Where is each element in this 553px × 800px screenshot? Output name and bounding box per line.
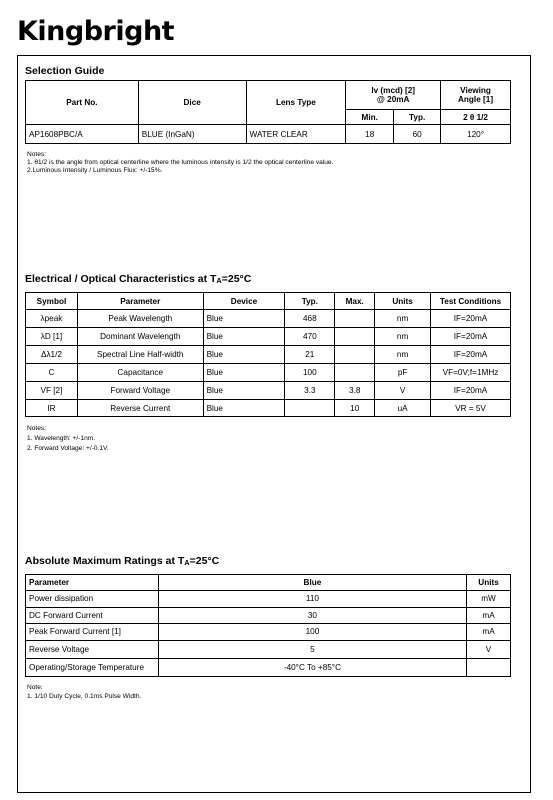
cell-units: V bbox=[467, 640, 511, 658]
selection-notes bbox=[27, 151, 333, 176]
electrical-notes bbox=[27, 424, 109, 454]
header-viewing-line2: Angle [1] bbox=[458, 95, 494, 104]
cell-blue: -40°C To +85°C bbox=[158, 658, 466, 676]
electrical-title bbox=[25, 273, 251, 285]
cell-typ: 470 bbox=[285, 328, 335, 346]
absolute-title-sub: A bbox=[184, 558, 190, 567]
electrical-title-sub: A bbox=[216, 276, 222, 285]
header-units: Units bbox=[375, 293, 431, 310]
header-units: Units bbox=[467, 575, 511, 591]
table-row bbox=[26, 591, 511, 608]
cell-parameter: Capacitance bbox=[77, 364, 203, 382]
cell-units: mA bbox=[467, 624, 511, 641]
absolute-title-prefix: Absolute Maximum Ratings at T bbox=[25, 555, 185, 567]
note-line: Notes: bbox=[27, 151, 47, 158]
cell-test-conditions: VF=0V;f=1MHz bbox=[431, 364, 511, 382]
header-symbol: Symbol bbox=[26, 293, 78, 310]
cell-typ: 468 bbox=[285, 310, 335, 328]
cell-symbol: C bbox=[26, 364, 78, 382]
cell-max bbox=[335, 346, 375, 364]
table-row bbox=[26, 364, 511, 382]
header-blue: Blue bbox=[158, 575, 466, 591]
header-max: Max. bbox=[335, 293, 375, 310]
cell-parameter: Power dissipation bbox=[26, 591, 159, 608]
cell-parameter: Reverse Current bbox=[77, 400, 203, 417]
cell-max: 3.8 bbox=[335, 382, 375, 400]
header-iv-line1: Iv (mcd) [2] bbox=[371, 86, 416, 95]
cell-symbol: λpeak bbox=[26, 310, 78, 328]
table-row bbox=[26, 125, 511, 144]
cell-test-conditions: IF=20mA bbox=[431, 346, 511, 364]
note-line: 2.Luminous Intensity / Luminous Flux: +/-15%. bbox=[27, 167, 163, 175]
selection-guide-table bbox=[25, 80, 511, 144]
cell-units: nm bbox=[375, 310, 431, 328]
cell-symbol: λD [1] bbox=[26, 328, 78, 346]
cell-min: 18 bbox=[346, 125, 394, 144]
note-line: Note: bbox=[27, 684, 43, 691]
header-iv-line2: @ 20mA bbox=[376, 95, 410, 104]
cell-symbol: Δλ1/2 bbox=[26, 346, 78, 364]
absolute-title-suffix: =25°C bbox=[189, 555, 220, 567]
cell-typ: 21 bbox=[285, 346, 335, 364]
cell-max bbox=[335, 364, 375, 382]
cell-part-no: AP1608PBC/A bbox=[26, 125, 139, 144]
selection-guide-title: Selection Guide bbox=[25, 65, 105, 77]
cell-dice: BLUE (InGaN) bbox=[138, 125, 246, 144]
cell-units: V bbox=[375, 382, 431, 400]
cell-device: Blue bbox=[203, 328, 285, 346]
table-row bbox=[26, 607, 511, 624]
cell-angle: 120° bbox=[441, 125, 511, 144]
cell-units: mA bbox=[467, 607, 511, 624]
absolute-ratings-table bbox=[25, 574, 511, 677]
cell-blue: 100 bbox=[158, 624, 466, 641]
cell-test-conditions: IF=20mA bbox=[431, 382, 511, 400]
cell-device: Blue bbox=[203, 346, 285, 364]
table-row bbox=[26, 346, 511, 364]
header-dice: Dice bbox=[138, 81, 246, 125]
cell-typ bbox=[285, 400, 335, 417]
cell-typ: 60 bbox=[394, 125, 441, 144]
header-test-conditions: Test Conditions bbox=[431, 293, 511, 310]
table-row bbox=[26, 400, 511, 417]
note-line: 2. Forward Voltage: +/-0.1V. bbox=[27, 445, 109, 452]
table-row bbox=[26, 624, 511, 641]
header-viewing-angle bbox=[441, 81, 511, 110]
cell-max: 10 bbox=[335, 400, 375, 417]
table-row bbox=[26, 658, 511, 676]
cell-symbol: IR bbox=[26, 400, 78, 417]
electrical-table bbox=[25, 292, 511, 417]
cell-symbol: VF [2] bbox=[26, 382, 78, 400]
header-angle: 2 θ 1/2 bbox=[441, 110, 511, 125]
electrical-title-prefix: Electrical / Optical Characteristics at T bbox=[25, 273, 217, 285]
cell-units: mW bbox=[467, 591, 511, 608]
electrical-title-suffix: =25°C bbox=[221, 273, 252, 285]
cell-parameter: Peak Wavelength bbox=[77, 310, 203, 328]
header-lens-type: Lens Type bbox=[246, 81, 346, 125]
cell-test-conditions: IF=20mA bbox=[431, 310, 511, 328]
cell-max bbox=[335, 310, 375, 328]
note-line: 1. θ1/2 is the angle from optical centerline where the luminous intensity is 1/2 the optical centerline value. bbox=[27, 159, 334, 167]
cell-test-conditions: IF=20mA bbox=[431, 328, 511, 346]
header-viewing-line1: Viewing bbox=[460, 86, 491, 95]
absolute-ratings-title bbox=[25, 555, 219, 567]
header-iv bbox=[346, 81, 441, 110]
cell-blue: 30 bbox=[158, 607, 466, 624]
cell-parameter: Spectral Line Half-width bbox=[77, 346, 203, 364]
absolute-notes bbox=[27, 683, 141, 701]
cell-parameter: Peak Forward Current [1] bbox=[26, 624, 159, 641]
cell-test-conditions: VR = 5V bbox=[431, 400, 511, 417]
note-line: 1. Wavelength: +/-1nm. bbox=[27, 435, 96, 442]
cell-units: pF bbox=[375, 364, 431, 382]
table-row bbox=[26, 328, 511, 346]
table-row bbox=[26, 640, 511, 658]
cell-device: Blue bbox=[203, 382, 285, 400]
note-line: 1. 1/10 Duty Cycle, 0.1ms Pulse Width. bbox=[27, 693, 142, 700]
header-parameter: Parameter bbox=[26, 575, 159, 591]
cell-typ: 3.3 bbox=[285, 382, 335, 400]
header-parameter: Parameter bbox=[77, 293, 203, 310]
cell-blue: 110 bbox=[158, 591, 466, 608]
cell-parameter: Forward Voltage bbox=[77, 382, 203, 400]
cell-units: uA bbox=[375, 400, 431, 417]
cell-parameter: Reverse Voltage bbox=[26, 640, 159, 658]
cell-units bbox=[467, 658, 511, 676]
cell-device: Blue bbox=[203, 364, 285, 382]
cell-units: nm bbox=[375, 328, 431, 346]
cell-device: Blue bbox=[203, 310, 285, 328]
table-row bbox=[26, 382, 511, 400]
cell-lens-type: WATER CLEAR bbox=[246, 125, 346, 144]
header-part-no: Part No. bbox=[26, 81, 139, 125]
header-min: Min. bbox=[346, 110, 394, 125]
cell-typ: 100 bbox=[285, 364, 335, 382]
header-typ: Typ. bbox=[285, 293, 335, 310]
cell-max bbox=[335, 328, 375, 346]
cell-blue: 5 bbox=[158, 640, 466, 658]
table-row bbox=[26, 310, 511, 328]
cell-units: nm bbox=[375, 346, 431, 364]
note-line: Notes: bbox=[27, 425, 47, 432]
header-typ: Typ. bbox=[394, 110, 441, 125]
brand-logo: Kingbright bbox=[17, 16, 175, 47]
cell-parameter: Dominant Wavelength bbox=[77, 328, 203, 346]
cell-parameter: Operating/Storage Temperature bbox=[26, 658, 159, 676]
cell-device: Blue bbox=[203, 400, 285, 417]
header-device: Device bbox=[203, 293, 285, 310]
cell-parameter: DC Forward Current bbox=[26, 607, 159, 624]
